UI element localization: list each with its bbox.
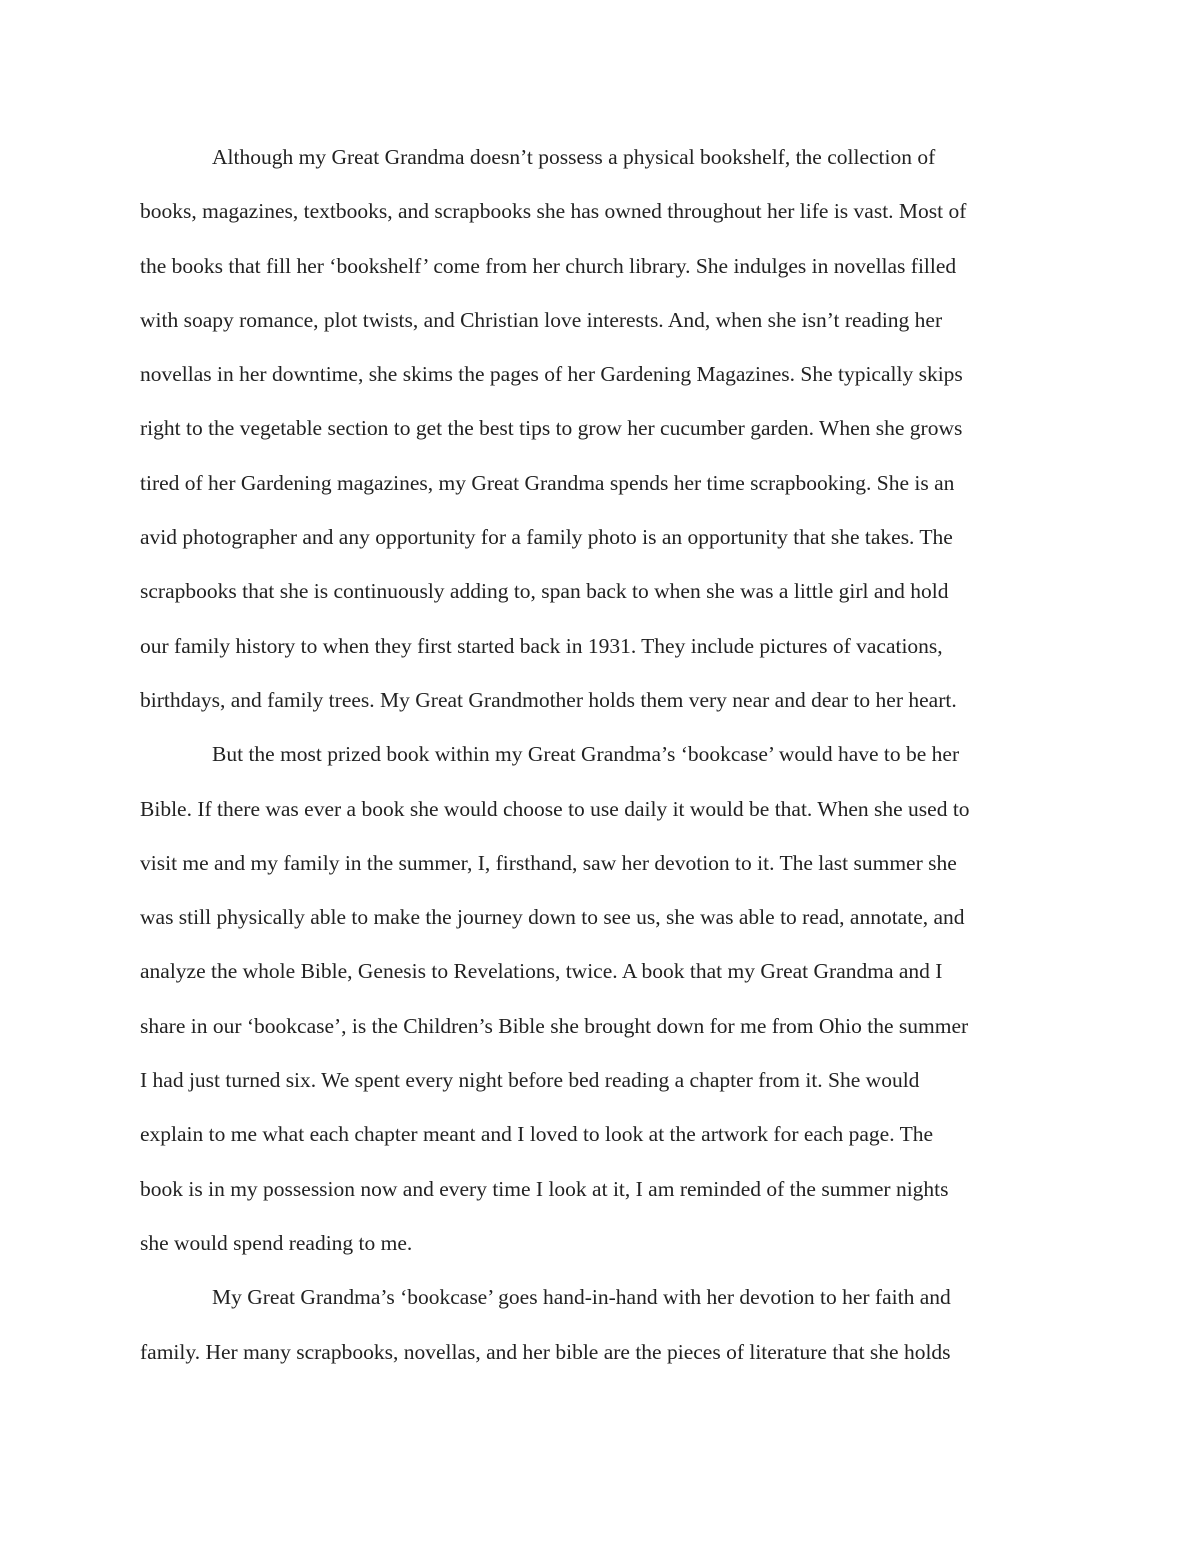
text-line: book is in my possession now and every time I look at it, I am reminded of the summer nights [140,1176,949,1201]
text-line: visit me and my family in the summer, I, firsthand, saw her devotion to it. The last summer she [140,850,957,875]
text-line: she would spend reading to me. [140,1230,413,1255]
text-line: was still physically able to make the journey down to see us, she was able to read, annotate, and [140,905,965,930]
text-line: family. Her many scrapbooks, novellas, and her bible are the pieces of literature that she holds [140,1339,951,1364]
paragraph-3 [140,1270,1060,1379]
text-line: Bible. If there was ever a book she would choose to use daily it would be that. When she used to [140,796,970,821]
text-line: with soapy romance, plot twists, and Christian love interests. And, when she isn’t reading her [140,307,943,332]
text-line: share in our ‘bookcase’, is the Children’s Bible she brought down for me from Ohio the summer [140,1013,969,1038]
text-line: tired of her Gardening magazines, my Great Grandma spends her time scrapbooking. She is an [140,470,955,495]
text-line: our family history to when they first started back in 1931. They include pictures of vacations, [140,633,943,658]
essay-body [140,130,1060,1379]
text-line: birthdays, and family trees. My Great Grandmother holds them very near and dear to her heart. [140,687,957,712]
text-line: Although my Great Grandma doesn’t possess a physical bookshelf, the collection of [212,145,936,169]
text-line: But the most prized book within my Great Grandma’s ‘bookcase’ would have to be her [212,742,960,767]
text-line: explain to me what each chapter meant and I loved to look at the artwork for each page. The [140,1122,933,1147]
text-line: I had just turned six. We spent every night before bed reading a chapter from it. She would [140,1068,920,1093]
text-line: avid photographer and any opportunity for a family photo is an opportunity that she takes. The [140,525,953,550]
text-line: the books that fill her ‘bookshelf’ come from her church library. She indulges in novellas filled [140,253,957,278]
text-line: novellas in her downtime, she skims the pages of her Gardening Magazines. She typically skips [140,362,963,387]
text-line: books, magazines, textbooks, and scrapbooks she has owned throughout her life is vast. Most of [140,199,967,224]
paragraph-2 [140,727,1060,1270]
text-line: analyze the whole Bible, Genesis to Revelations, twice. A book that my Great Grandma and I [140,959,943,984]
paragraph-1 [140,130,1060,727]
text-line: My Great Grandma’s ‘bookcase’ goes hand-in-hand with her devotion to her faith and [212,1285,951,1310]
text-line: right to the vegetable section to get the best tips to grow her cucumber garden. When she grows [140,416,963,441]
text-line: scrapbooks that she is continuously adding to, span back to when she was a little girl and hold [140,579,949,604]
